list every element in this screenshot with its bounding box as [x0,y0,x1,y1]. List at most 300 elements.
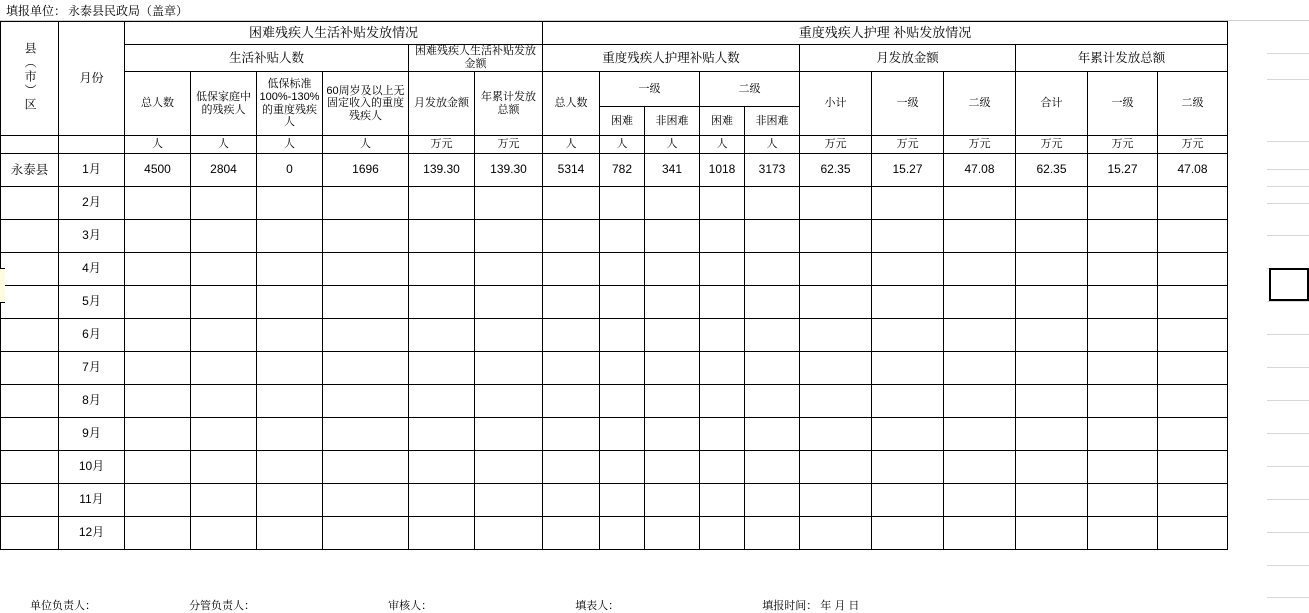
cell-care-l2-kunnan[interactable] [700,517,745,550]
cell-life-dibao-100-130[interactable] [257,286,323,319]
header-county: 县（市）区 [1,22,59,136]
cell-care-l2-feikunnan[interactable] [745,418,800,451]
cell-care-l1-feikunnan[interactable] [645,352,700,385]
cell-year-level1[interactable] [1088,352,1158,385]
cell-month-level2[interactable] [944,517,1016,550]
report-unit-label: 填报单位： [6,3,67,18]
cell-life-dibao-family[interactable] [191,484,257,517]
cell-life-dibao-family[interactable]: 2804 [191,154,257,187]
cell-care-l2-feikunnan[interactable] [745,187,800,220]
units-row [1,136,1228,154]
cell-month[interactable]: 8月 [59,385,125,418]
cell-care-total-people[interactable] [543,253,600,286]
cell-life-dibao-family[interactable] [191,517,257,550]
header-life-subsidy-people: 生活补贴人数 [125,45,409,72]
cell-life-age60[interactable] [323,418,409,451]
table-row[interactable] [1,253,1228,286]
cell-care-l1-kunnan[interactable] [600,517,645,550]
cell-care-l2-feikunnan[interactable] [745,253,800,286]
cell-month-level1[interactable]: 15.27 [872,154,944,187]
cell-year-level1[interactable] [1088,286,1158,319]
cell-month-subtotal[interactable]: 62.35 [800,154,872,187]
cell-year-level1[interactable] [1088,187,1158,220]
cell-care-total-people[interactable] [543,385,600,418]
cell-month-subtotal[interactable] [800,319,872,352]
cell-year-level1[interactable]: 15.27 [1088,154,1158,187]
header-month-subtotal: 小计 [800,72,872,136]
cell-life-year-amount[interactable] [475,187,543,220]
active-cell-selection[interactable] [1269,268,1309,301]
cell-year-total[interactable] [1016,319,1088,352]
cell-month[interactable]: 10月 [59,451,125,484]
table-row[interactable] [1,319,1228,352]
cell-year-level2[interactable] [1158,385,1228,418]
cell-year-total[interactable] [1016,352,1088,385]
cell-care-l2-kunnan[interactable] [700,220,745,253]
cell-care-l2-feikunnan[interactable]: 3173 [745,154,800,187]
cell-year-level2[interactable]: 47.08 [1158,154,1228,187]
cell-life-dibao-family[interactable] [191,220,257,253]
cell-care-l2-feikunnan[interactable] [745,517,800,550]
cell-life-dibao-100-130[interactable] [257,220,323,253]
header-life-total-people: 总人数 [125,72,191,136]
cell-life-dibao-family[interactable] [191,385,257,418]
cell-year-total[interactable] [1016,286,1088,319]
cell-year-total[interactable] [1016,451,1088,484]
unit-county [1,136,59,154]
cell-life-month-amount[interactable] [409,517,475,550]
unit-life-year-amount: 万元 [475,136,543,154]
table-row[interactable] [1,220,1228,253]
cell-month-level2[interactable]: 47.08 [944,154,1016,187]
cell-month-level1[interactable] [872,484,944,517]
unit-year-total: 万元 [1016,136,1088,154]
cell-care-l1-feikunnan[interactable]: 341 [645,154,700,187]
cell-month-level2[interactable] [944,319,1016,352]
cell-care-total-people[interactable] [543,517,600,550]
cell-life-dibao-100-130[interactable] [257,253,323,286]
cell-care-l2-kunnan[interactable] [700,484,745,517]
header-life-dibao-family: 低保家庭中的残疾人 [191,72,257,136]
cell-month-subtotal[interactable] [800,385,872,418]
cell-life-year-amount[interactable]: 139.30 [475,154,543,187]
cell-year-level1[interactable] [1088,253,1158,286]
cell-month[interactable]: 5月 [59,286,125,319]
cell-month[interactable]: 2月 [59,187,125,220]
unit-care-l1-feikunnan: 人 [645,136,700,154]
cell-year-level1[interactable] [1088,385,1158,418]
unit-life-dibao-family: 人 [191,136,257,154]
cell-year-level2[interactable] [1158,418,1228,451]
cell-county[interactable] [1,286,59,319]
row-selection-marker [0,268,5,303]
cell-county[interactable] [1,187,59,220]
cell-care-l1-feikunnan[interactable] [645,319,700,352]
cell-life-dibao-100-130[interactable] [257,385,323,418]
header-month-level2: 二级 [944,72,1016,136]
header-group-life-subsidy: 困难残疾人生活补贴发放情况 [125,22,543,45]
cell-care-l1-feikunnan[interactable] [645,484,700,517]
footer-branch-leader: 分管负责人： [189,600,256,612]
cell-year-total[interactable] [1016,253,1088,286]
cell-care-l2-kunnan[interactable] [700,418,745,451]
table-row[interactable] [1,517,1228,550]
cell-month-level1[interactable] [872,352,944,385]
cell-care-l1-feikunnan[interactable] [645,187,700,220]
cell-life-age60[interactable] [323,187,409,220]
empty-columns-area[interactable] [1267,21,1309,604]
cell-care-l2-kunnan[interactable] [700,187,745,220]
cell-care-l1-kunnan[interactable] [600,286,645,319]
cell-month-level1[interactable] [872,187,944,220]
cell-life-year-amount[interactable] [475,352,543,385]
unit-life-dibao-100-130: 人 [257,136,323,154]
cell-life-dibao-100-130[interactable] [257,319,323,352]
cell-care-l2-feikunnan[interactable] [745,286,800,319]
report-unit-row [0,0,1309,21]
cell-month-subtotal[interactable] [800,451,872,484]
footer-unit-leader: 单位负责人： [30,600,96,612]
header-care-l2-kunnan: 困难 [700,107,745,136]
header-life-dibao-100-130: 低保标准100%-130%的重度残疾人 [257,72,323,136]
cell-care-l2-kunnan[interactable] [700,286,745,319]
cell-care-l1-kunnan[interactable] [600,253,645,286]
header-month: 月份 [59,22,125,136]
cell-month-level2[interactable] [944,286,1016,319]
header-month-level1: 一级 [872,72,944,136]
cell-life-dibao-family[interactable] [191,286,257,319]
cell-county[interactable] [1,451,59,484]
cell-life-year-amount[interactable] [475,253,543,286]
cell-care-l1-kunnan[interactable] [600,418,645,451]
cell-life-age60[interactable]: 1696 [323,154,409,187]
cell-year-level2[interactable] [1158,220,1228,253]
header-year-level1: 一级 [1088,72,1158,136]
cell-year-level1[interactable] [1088,319,1158,352]
cell-month-level1[interactable] [872,517,944,550]
header-care-month-amount: 月发放金额 [800,45,1016,72]
cell-county[interactable] [1,352,59,385]
cell-care-l2-kunnan[interactable] [700,253,745,286]
cell-care-l2-feikunnan[interactable] [745,385,800,418]
header-year-total: 合计 [1016,72,1088,136]
cell-year-total[interactable] [1016,187,1088,220]
cell-life-month-amount[interactable] [409,385,475,418]
cell-month[interactable]: 4月 [59,253,125,286]
cell-year-level1[interactable] [1088,517,1158,550]
cell-care-l2-feikunnan[interactable] [745,319,800,352]
cell-year-level2[interactable] [1158,352,1228,385]
unit-year-level1: 万元 [1088,136,1158,154]
cell-care-l1-kunnan[interactable] [600,385,645,418]
cell-life-month-amount[interactable] [409,187,475,220]
unit-month [59,136,125,154]
cell-county[interactable] [1,418,59,451]
cell-care-l1-kunnan[interactable] [600,220,645,253]
cell-year-level1[interactable] [1088,451,1158,484]
signature-row [0,597,1309,612]
cell-care-total-people[interactable]: 5314 [543,154,600,187]
cell-month-level2[interactable] [944,220,1016,253]
cell-life-month-amount[interactable] [409,484,475,517]
cell-month-level1[interactable] [872,418,944,451]
unit-month-level1: 万元 [872,136,944,154]
cell-life-age60[interactable] [323,286,409,319]
cell-life-total-people[interactable] [125,286,191,319]
unit-care-l1-kunnan: 人 [600,136,645,154]
cell-county[interactable] [1,319,59,352]
unit-life-total-people: 人 [125,136,191,154]
cell-month-level1[interactable] [872,385,944,418]
cell-month-level2[interactable] [944,484,1016,517]
footer-auditor: 审核人： [388,600,433,612]
cell-life-total-people[interactable]: 4500 [125,154,191,187]
cell-life-total-people[interactable] [125,352,191,385]
cell-care-l2-kunnan[interactable] [700,319,745,352]
cell-life-total-people[interactable] [125,451,191,484]
cell-life-dibao-100-130[interactable] [257,517,323,550]
cell-life-month-amount[interactable] [409,220,475,253]
unit-life-age60: 人 [323,136,409,154]
header-care-l1-feikunnan: 非困难 [645,107,700,136]
cell-month-subtotal[interactable] [800,517,872,550]
cell-month-level2[interactable] [944,253,1016,286]
cell-month-level2[interactable] [944,187,1016,220]
cell-life-dibao-100-130[interactable] [257,187,323,220]
cell-month-level2[interactable] [944,385,1016,418]
cell-month[interactable]: 7月 [59,352,125,385]
cell-life-year-amount[interactable] [475,418,543,451]
cell-month-level1[interactable] [872,286,944,319]
table-row[interactable] [1,187,1228,220]
cell-life-dibao-100-130[interactable] [257,484,323,517]
unit-care-l2-feikunnan: 人 [745,136,800,154]
cell-county[interactable] [1,517,59,550]
cell-care-l1-kunnan[interactable] [600,352,645,385]
cell-care-l1-kunnan[interactable] [600,319,645,352]
cell-life-total-people[interactable] [125,220,191,253]
cell-care-l2-kunnan[interactable] [700,352,745,385]
cell-county[interactable]: 永泰县 [1,154,59,187]
cell-life-dibao-100-130[interactable]: 0 [257,154,323,187]
header-life-age60-no-income: 60周岁及以上无固定收入的重度残疾人 [323,72,409,136]
cell-care-l2-kunnan[interactable] [700,385,745,418]
cell-year-total[interactable] [1016,418,1088,451]
table-row[interactable] [1,451,1228,484]
cell-month[interactable]: 1月 [59,154,125,187]
cell-month-subtotal[interactable] [800,253,872,286]
cell-county[interactable] [1,253,59,286]
header-care-level1: 一级 [600,72,700,107]
cell-life-dibao-family[interactable] [191,451,257,484]
cell-month-level1[interactable] [872,253,944,286]
cell-care-l2-feikunnan[interactable] [745,451,800,484]
cell-month[interactable]: 6月 [59,319,125,352]
cell-life-age60[interactable] [323,517,409,550]
cell-life-age60[interactable] [323,385,409,418]
cell-year-level2[interactable] [1158,187,1228,220]
header-group-care-subsidy: 重度残疾人护理 补贴发放情况 [543,22,1228,45]
unit-care-total-people: 人 [543,136,600,154]
cell-care-l2-kunnan[interactable] [700,451,745,484]
cell-care-l2-feikunnan[interactable] [745,484,800,517]
cell-life-dibao-family[interactable] [191,187,257,220]
cell-care-l2-kunnan[interactable]: 1018 [700,154,745,187]
cell-year-total[interactable] [1016,517,1088,550]
cell-life-year-amount[interactable] [475,385,543,418]
table-row[interactable] [1,418,1228,451]
header-year-level2: 二级 [1158,72,1228,136]
cell-life-dibao-100-130[interactable] [257,418,323,451]
cell-care-total-people[interactable] [543,220,600,253]
cell-life-dibao-100-130[interactable] [257,451,323,484]
cell-year-level2[interactable] [1158,286,1228,319]
cell-year-total[interactable] [1016,484,1088,517]
cell-year-level2[interactable] [1158,484,1228,517]
cell-month-subtotal[interactable] [800,484,872,517]
cell-care-l1-feikunnan[interactable] [645,286,700,319]
cell-year-total[interactable] [1016,220,1088,253]
cell-care-total-people[interactable] [543,418,600,451]
cell-life-total-people[interactable] [125,253,191,286]
cell-life-total-people[interactable] [125,187,191,220]
cell-life-total-people[interactable] [125,418,191,451]
cell-care-l1-feikunnan[interactable] [645,385,700,418]
cell-life-month-amount[interactable]: 139.30 [409,154,475,187]
cell-care-total-people[interactable] [543,451,600,484]
subsidy-table [0,21,1228,550]
cell-month-level2[interactable] [944,451,1016,484]
unit-care-l2-kunnan: 人 [700,136,745,154]
header-life-year-amount: 年累计发放总额 [475,72,543,136]
cell-year-total[interactable] [1016,385,1088,418]
table-row[interactable] [1,286,1228,319]
cell-month[interactable]: 3月 [59,220,125,253]
unit-life-month-amount: 万元 [409,136,475,154]
unit-month-subtotal: 万元 [800,136,872,154]
header-care-subsidy-people: 重度残疾人护理补贴人数 [543,45,800,72]
header-care-level2: 二级 [700,72,800,107]
cell-care-l1-kunnan[interactable] [600,484,645,517]
cell-life-month-amount[interactable] [409,286,475,319]
cell-care-l1-kunnan[interactable]: 782 [600,154,645,187]
cell-life-age60[interactable] [323,220,409,253]
cell-life-year-amount[interactable] [475,220,543,253]
cell-life-month-amount[interactable] [409,319,475,352]
table-row[interactable] [1,154,1228,187]
cell-month-level1[interactable] [872,319,944,352]
header-care-l1-kunnan: 困难 [600,107,645,136]
cell-month-level1[interactable] [872,220,944,253]
cell-life-dibao-family[interactable] [191,352,257,385]
cell-year-level2[interactable] [1158,319,1228,352]
cell-care-l2-feikunnan[interactable] [745,352,800,385]
header-care-l2-feikunnan: 非困难 [745,107,800,136]
cell-care-l1-kunnan[interactable] [600,451,645,484]
cell-county[interactable] [1,220,59,253]
header-care-year-amount: 年累计发放总额 [1016,45,1228,72]
cell-life-age60[interactable] [323,319,409,352]
header-life-subsidy-amount: 困难残疾人生活补贴发放金额 [409,45,543,72]
cell-year-level1[interactable] [1088,484,1158,517]
cell-life-dibao-100-130[interactable] [257,352,323,385]
report-unit-value[interactable]: 永泰县民政局（盖章） [68,3,189,18]
cell-county[interactable] [1,484,59,517]
footer-report-time: 填报时间： 年 月 日 [762,600,860,612]
cell-life-total-people[interactable] [125,385,191,418]
cell-life-age60[interactable] [323,484,409,517]
cell-month[interactable]: 12月 [59,517,125,550]
cell-life-total-people[interactable] [125,319,191,352]
cell-month-level2[interactable] [944,352,1016,385]
cell-year-level2[interactable] [1158,517,1228,550]
cell-life-month-amount[interactable] [409,253,475,286]
cell-month[interactable]: 9月 [59,418,125,451]
cell-month-level1[interactable] [872,451,944,484]
cell-life-age60[interactable] [323,352,409,385]
unit-year-level2: 万元 [1158,136,1228,154]
cell-care-l1-feikunnan[interactable] [645,220,700,253]
cell-care-total-people[interactable] [543,319,600,352]
unit-month-level2: 万元 [944,136,1016,154]
cell-care-l1-feikunnan[interactable] [645,517,700,550]
cell-life-total-people[interactable] [125,484,191,517]
cell-care-l2-feikunnan[interactable] [745,220,800,253]
cell-year-total[interactable]: 62.35 [1016,154,1088,187]
cell-care-total-people[interactable] [543,352,600,385]
cell-care-l1-feikunnan[interactable] [645,253,700,286]
cell-life-age60[interactable] [323,253,409,286]
cell-care-total-people[interactable] [543,484,600,517]
cell-life-total-people[interactable] [125,517,191,550]
cell-care-l1-feikunnan[interactable] [645,418,700,451]
cell-life-year-amount[interactable] [475,286,543,319]
cell-month-level2[interactable] [944,418,1016,451]
cell-month[interactable]: 11月 [59,484,125,517]
cell-life-year-amount[interactable] [475,319,543,352]
cell-month-subtotal[interactable] [800,187,872,220]
cell-care-l1-feikunnan[interactable] [645,451,700,484]
cell-year-level1[interactable] [1088,418,1158,451]
cell-life-year-amount[interactable] [475,451,543,484]
cell-county[interactable] [1,385,59,418]
cell-life-age60[interactable] [323,451,409,484]
cell-year-level2[interactable] [1158,451,1228,484]
cell-month-subtotal[interactable] [800,220,872,253]
table-row[interactable] [1,385,1228,418]
cell-year-level1[interactable] [1088,220,1158,253]
cell-month-subtotal[interactable] [800,352,872,385]
cell-life-dibao-family[interactable] [191,319,257,352]
cell-life-year-amount[interactable] [475,517,543,550]
table-row[interactable] [1,484,1228,517]
header-life-month-amount: 月发放金额 [409,72,475,136]
cell-life-dibao-family[interactable] [191,418,257,451]
cell-life-year-amount[interactable] [475,484,543,517]
cell-life-dibao-family[interactable] [191,253,257,286]
cell-month-subtotal[interactable] [800,286,872,319]
cell-care-total-people[interactable] [543,187,600,220]
cell-life-month-amount[interactable] [409,418,475,451]
cell-month-subtotal[interactable] [800,418,872,451]
cell-life-month-amount[interactable] [409,451,475,484]
cell-life-month-amount[interactable] [409,352,475,385]
header-care-total-people: 总人数 [543,72,600,136]
cell-year-level2[interactable] [1158,253,1228,286]
table-row[interactable] [1,352,1228,385]
cell-care-l1-kunnan[interactable] [600,187,645,220]
cell-care-total-people[interactable] [543,286,600,319]
